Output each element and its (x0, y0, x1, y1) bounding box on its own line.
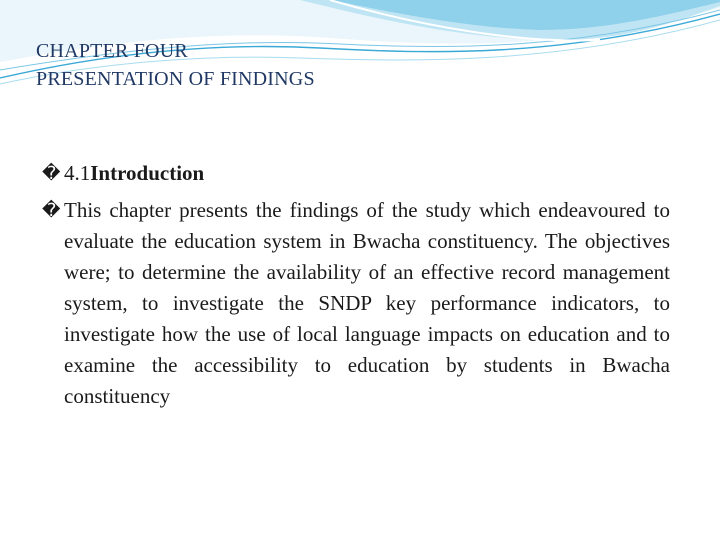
section-heading-text: Introduction (90, 161, 205, 185)
section-heading (42, 158, 670, 189)
body-paragraph-item (42, 195, 670, 412)
body-paragraph: This chapter presents the findings of the study which endeavoured to evaluate the education system in Bwacha constituency. The objectives were; to determine the availability of an effective record management system, to investigate the SNDP key performance indicators, to investigate how the use of local language impacts on education and to examine the accessibility to education by students in Bwacha constituency (64, 198, 670, 408)
title-line-1: CHAPTER FOUR (36, 40, 188, 62)
section-number: 4.1 (64, 161, 91, 185)
slide-body (42, 158, 670, 412)
bullet-icon: � (42, 200, 61, 221)
title-line-2: PRESENTATION OF FINDINGS (36, 68, 315, 90)
slide-title (36, 37, 315, 93)
bullet-icon: � (42, 163, 61, 184)
